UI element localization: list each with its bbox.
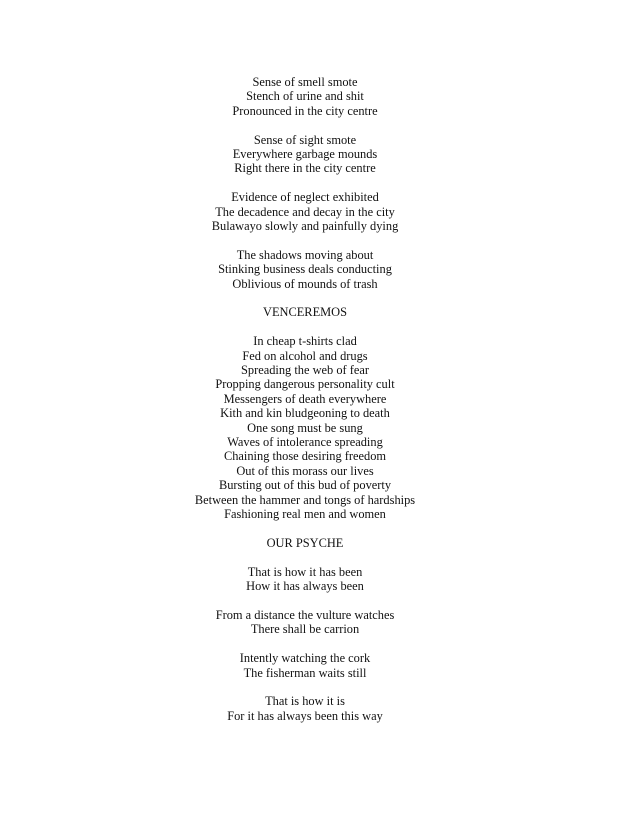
poem-line: Between the hammer and tongs of hardships	[194, 492, 416, 507]
poem-line: One song must be sung	[247, 420, 363, 435]
poem-title-our-psyche: OUR PSYCHE	[266, 535, 344, 550]
poem-line: Propping dangerous personality cult	[215, 377, 395, 392]
poem-line: Sense of sight smote	[253, 132, 357, 147]
poem-line: Out of this morass our lives	[236, 463, 374, 478]
poem-line: The shadows moving about	[236, 247, 374, 262]
poem-line: The fisherman waits still	[243, 665, 367, 680]
poem-line: Bulawayo slowly and painfully dying	[211, 219, 399, 234]
poem-line: There shall be carrion	[250, 622, 360, 637]
poem-line: Stench of urine and shit	[246, 89, 364, 104]
poem-line: Spreading the web of fear	[241, 363, 369, 378]
poem-line: Oblivious of mounds of trash	[232, 276, 378, 291]
poem-line: That is how it has been	[247, 564, 363, 579]
poem-line: Fed on alcohol and drugs	[242, 348, 368, 363]
stanza-3	[0, 190, 610, 233]
stanza-2	[0, 133, 610, 176]
poem-line: In cheap t-shirts clad	[253, 334, 357, 349]
poem-title-venceremos: VENCEREMOS	[263, 305, 347, 320]
poem-line: Right there in the city centre	[234, 161, 376, 176]
poem-line: Chaining those desiring freedom	[223, 449, 387, 464]
poem-line: Intently watching the cork	[239, 651, 371, 666]
stanza-9	[0, 694, 610, 723]
poem-line: Everywhere garbage mounds	[232, 147, 378, 162]
poem-line: Fashioning real men and women	[224, 507, 386, 522]
poem-line: The decadence and decay in the city	[215, 204, 395, 219]
poem-line: For it has always been this way	[227, 708, 383, 723]
poem-line: Bursting out of this bud of poverty	[218, 478, 392, 493]
poem-line: Messengers of death everywhere	[223, 391, 387, 406]
poem-line: Stinking business deals conducting	[218, 262, 392, 277]
poem-line: Kith and kin bludgeoning to death	[220, 406, 390, 421]
stanza-4	[0, 248, 610, 291]
stanza-8	[0, 651, 610, 680]
stanza-6	[0, 565, 610, 594]
stanza-7	[0, 608, 610, 637]
poem-line: From a distance the vulture watches	[215, 607, 395, 622]
stanza-1	[0, 75, 610, 118]
stanza-5	[0, 334, 610, 521]
poem-line: That is how it is	[265, 694, 345, 709]
poem-line: Pronounced in the city centre	[232, 103, 378, 118]
poem-line: Sense of smell smote	[252, 75, 358, 89]
poem-line: How it has always been	[246, 579, 364, 594]
poem-line: Waves of intolerance spreading	[227, 435, 383, 450]
poem-line: Evidence of neglect exhibited	[231, 190, 379, 205]
poem-body	[0, 75, 610, 738]
